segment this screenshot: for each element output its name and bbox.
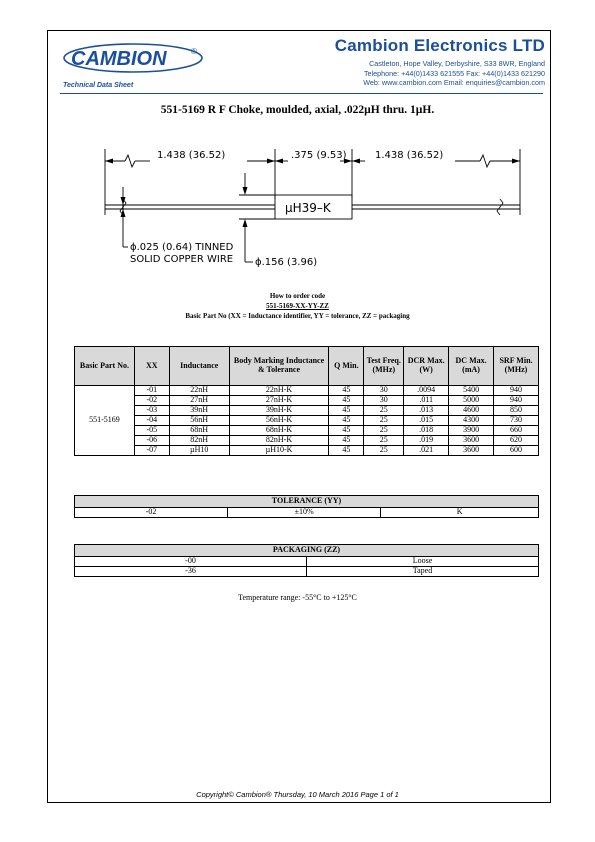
packaging-type: Taped	[307, 567, 539, 577]
lead-length-left-label: 1.438 (36.52)	[157, 150, 226, 161]
body-diameter-label: ɸ.156 (3.96)	[255, 257, 318, 268]
order-explanation: Basic Part No (XX = Inductance identifier, YY = tolerance, ZZ = packaging	[185, 312, 410, 320]
packaging-header: PACKAGING (ZZ)	[75, 545, 539, 557]
table-cell: 25	[364, 406, 404, 416]
table-cell: 25	[364, 426, 404, 436]
table-cell: 850	[494, 406, 539, 416]
spec-column-header: SRF Min. (MHz)	[494, 347, 539, 386]
header-divider	[60, 93, 543, 94]
table-cell: .0094	[404, 386, 449, 396]
table-cell: 45	[329, 436, 364, 446]
table-cell: 27nH-K	[229, 396, 329, 406]
table-cell: -02	[134, 396, 169, 406]
packaging-type: Loose	[307, 557, 539, 567]
table-cell: 82nH-K	[229, 436, 329, 446]
packaging-table	[74, 544, 539, 577]
cambion-logo	[63, 42, 203, 74]
tolerance-letter: K	[381, 508, 539, 518]
table-cell: 30	[364, 386, 404, 396]
spec-column-header: DC Max. (mA)	[449, 347, 494, 386]
order-heading: How to order code	[269, 292, 326, 300]
table-cell: 4300	[449, 416, 494, 426]
table-cell: 620	[494, 436, 539, 446]
temperature-range: Temperature range: -55°C to +125°C	[238, 593, 357, 602]
table-cell: 22nH	[169, 386, 229, 396]
company-web: Web: www.cambion.com Email: enquiries@cambion.com	[363, 78, 545, 87]
lead-length-right-label: 1.438 (36.52)	[375, 150, 444, 161]
table-cell: 730	[494, 416, 539, 426]
table-cell: .011	[404, 396, 449, 406]
tolerance-code: -02	[75, 508, 228, 518]
table-cell: 4600	[449, 406, 494, 416]
table-cell: 56nH-K	[229, 416, 329, 426]
table-cell: 3600	[449, 446, 494, 456]
order-code: 551-5169-XX-YY-ZZ	[266, 302, 329, 310]
wire-material-label: SOLID COPPER WIRE	[130, 254, 234, 265]
table-cell: .018	[404, 426, 449, 436]
table-cell: 68nH	[169, 426, 229, 436]
spec-column-header: Test Freq. (MHz)	[364, 347, 404, 386]
table-cell: 45	[329, 386, 364, 396]
order-code-block	[0, 291, 595, 321]
table-cell: .019	[404, 436, 449, 446]
table-cell: 45	[329, 416, 364, 426]
table-cell: 45	[329, 396, 364, 406]
body-length-label: .375 (9.53)	[291, 150, 347, 161]
table-cell: 940	[494, 386, 539, 396]
table-cell: 82nH	[169, 436, 229, 446]
table-cell: -07	[134, 446, 169, 456]
table-row	[75, 446, 539, 456]
spec-column-header: DCR Max. (W)	[404, 347, 449, 386]
table-cell: .013	[404, 406, 449, 416]
table-cell: 22nH-K	[229, 386, 329, 396]
packaging-code: -00	[75, 557, 307, 567]
svg-text:CAMBION: CAMBION	[71, 48, 167, 70]
table-cell: 45	[329, 426, 364, 436]
table-row	[75, 396, 539, 406]
table-cell: 39nH	[169, 406, 229, 416]
spec-column-header: Inductance	[169, 347, 229, 386]
component-drawing	[95, 137, 535, 277]
table-cell: 3600	[449, 436, 494, 446]
table-cell: -03	[134, 406, 169, 416]
table-cell: 25	[364, 436, 404, 446]
company-address: Castleton, Hope Valley, Derbyshire, S33 8WR, England	[369, 59, 545, 68]
svg-text:®: ®	[191, 47, 197, 56]
table-cell: 39nH-K	[229, 406, 329, 416]
table-cell: 940	[494, 396, 539, 406]
table-cell: -05	[134, 426, 169, 436]
table-cell: 27nH	[169, 396, 229, 406]
table-cell: 5000	[449, 396, 494, 406]
table-cell: µH10	[169, 446, 229, 456]
packaging-code: -36	[75, 567, 307, 577]
table-cell: 56nH	[169, 416, 229, 426]
table-cell: 25	[364, 446, 404, 456]
company-phone: Telephone: +44(0)1433 621555 Fax: +44(0)1433 621290	[363, 68, 545, 78]
tolerance-value: ±10%	[228, 508, 381, 518]
table-cell: .015	[404, 416, 449, 426]
copyright-footer: Copyright© Cambion® Thursday, 10 March 2016 Page 1 of 1	[196, 790, 399, 799]
body-marking-label: µH39–K	[285, 201, 331, 215]
table-row	[75, 406, 539, 416]
basic-part-number: 551-5169	[75, 386, 135, 456]
table-row	[75, 416, 539, 426]
table-cell: 45	[329, 446, 364, 456]
company-name: Cambion Electronics LTD	[334, 36, 545, 55]
table-cell: -06	[134, 436, 169, 446]
table-row	[75, 426, 539, 436]
tagline: Technical Data Sheet	[63, 82, 134, 89]
tolerance-table	[74, 495, 539, 518]
spec-column-header: Q Min.	[329, 347, 364, 386]
spec-column-header: XX	[134, 347, 169, 386]
document-title: 551-5169 R F Choke, moulded, axial, .022µH thru. 1µH.	[160, 104, 435, 116]
table-cell: .021	[404, 446, 449, 456]
company-block	[335, 36, 545, 88]
table-cell: 5400	[449, 386, 494, 396]
table-row	[75, 386, 539, 396]
spec-table	[74, 346, 539, 456]
wire-spec-label: ɸ.025 (0.64) TINNED	[130, 242, 234, 253]
tolerance-header: TOLERANCE (YY)	[75, 496, 539, 508]
table-row	[75, 436, 539, 446]
table-cell: 25	[364, 416, 404, 426]
table-cell: 30	[364, 396, 404, 406]
spec-column-header: Body Marking Inductance & Tolerance	[229, 347, 329, 386]
spec-column-header: Basic Part No.	[75, 347, 135, 386]
table-cell: -01	[134, 386, 169, 396]
table-cell: 45	[329, 406, 364, 416]
table-cell: µH10-K	[229, 446, 329, 456]
table-cell: -04	[134, 416, 169, 426]
table-cell: 660	[494, 426, 539, 436]
table-cell: 3900	[449, 426, 494, 436]
table-cell: 600	[494, 446, 539, 456]
table-cell: 68nH-K	[229, 426, 329, 436]
